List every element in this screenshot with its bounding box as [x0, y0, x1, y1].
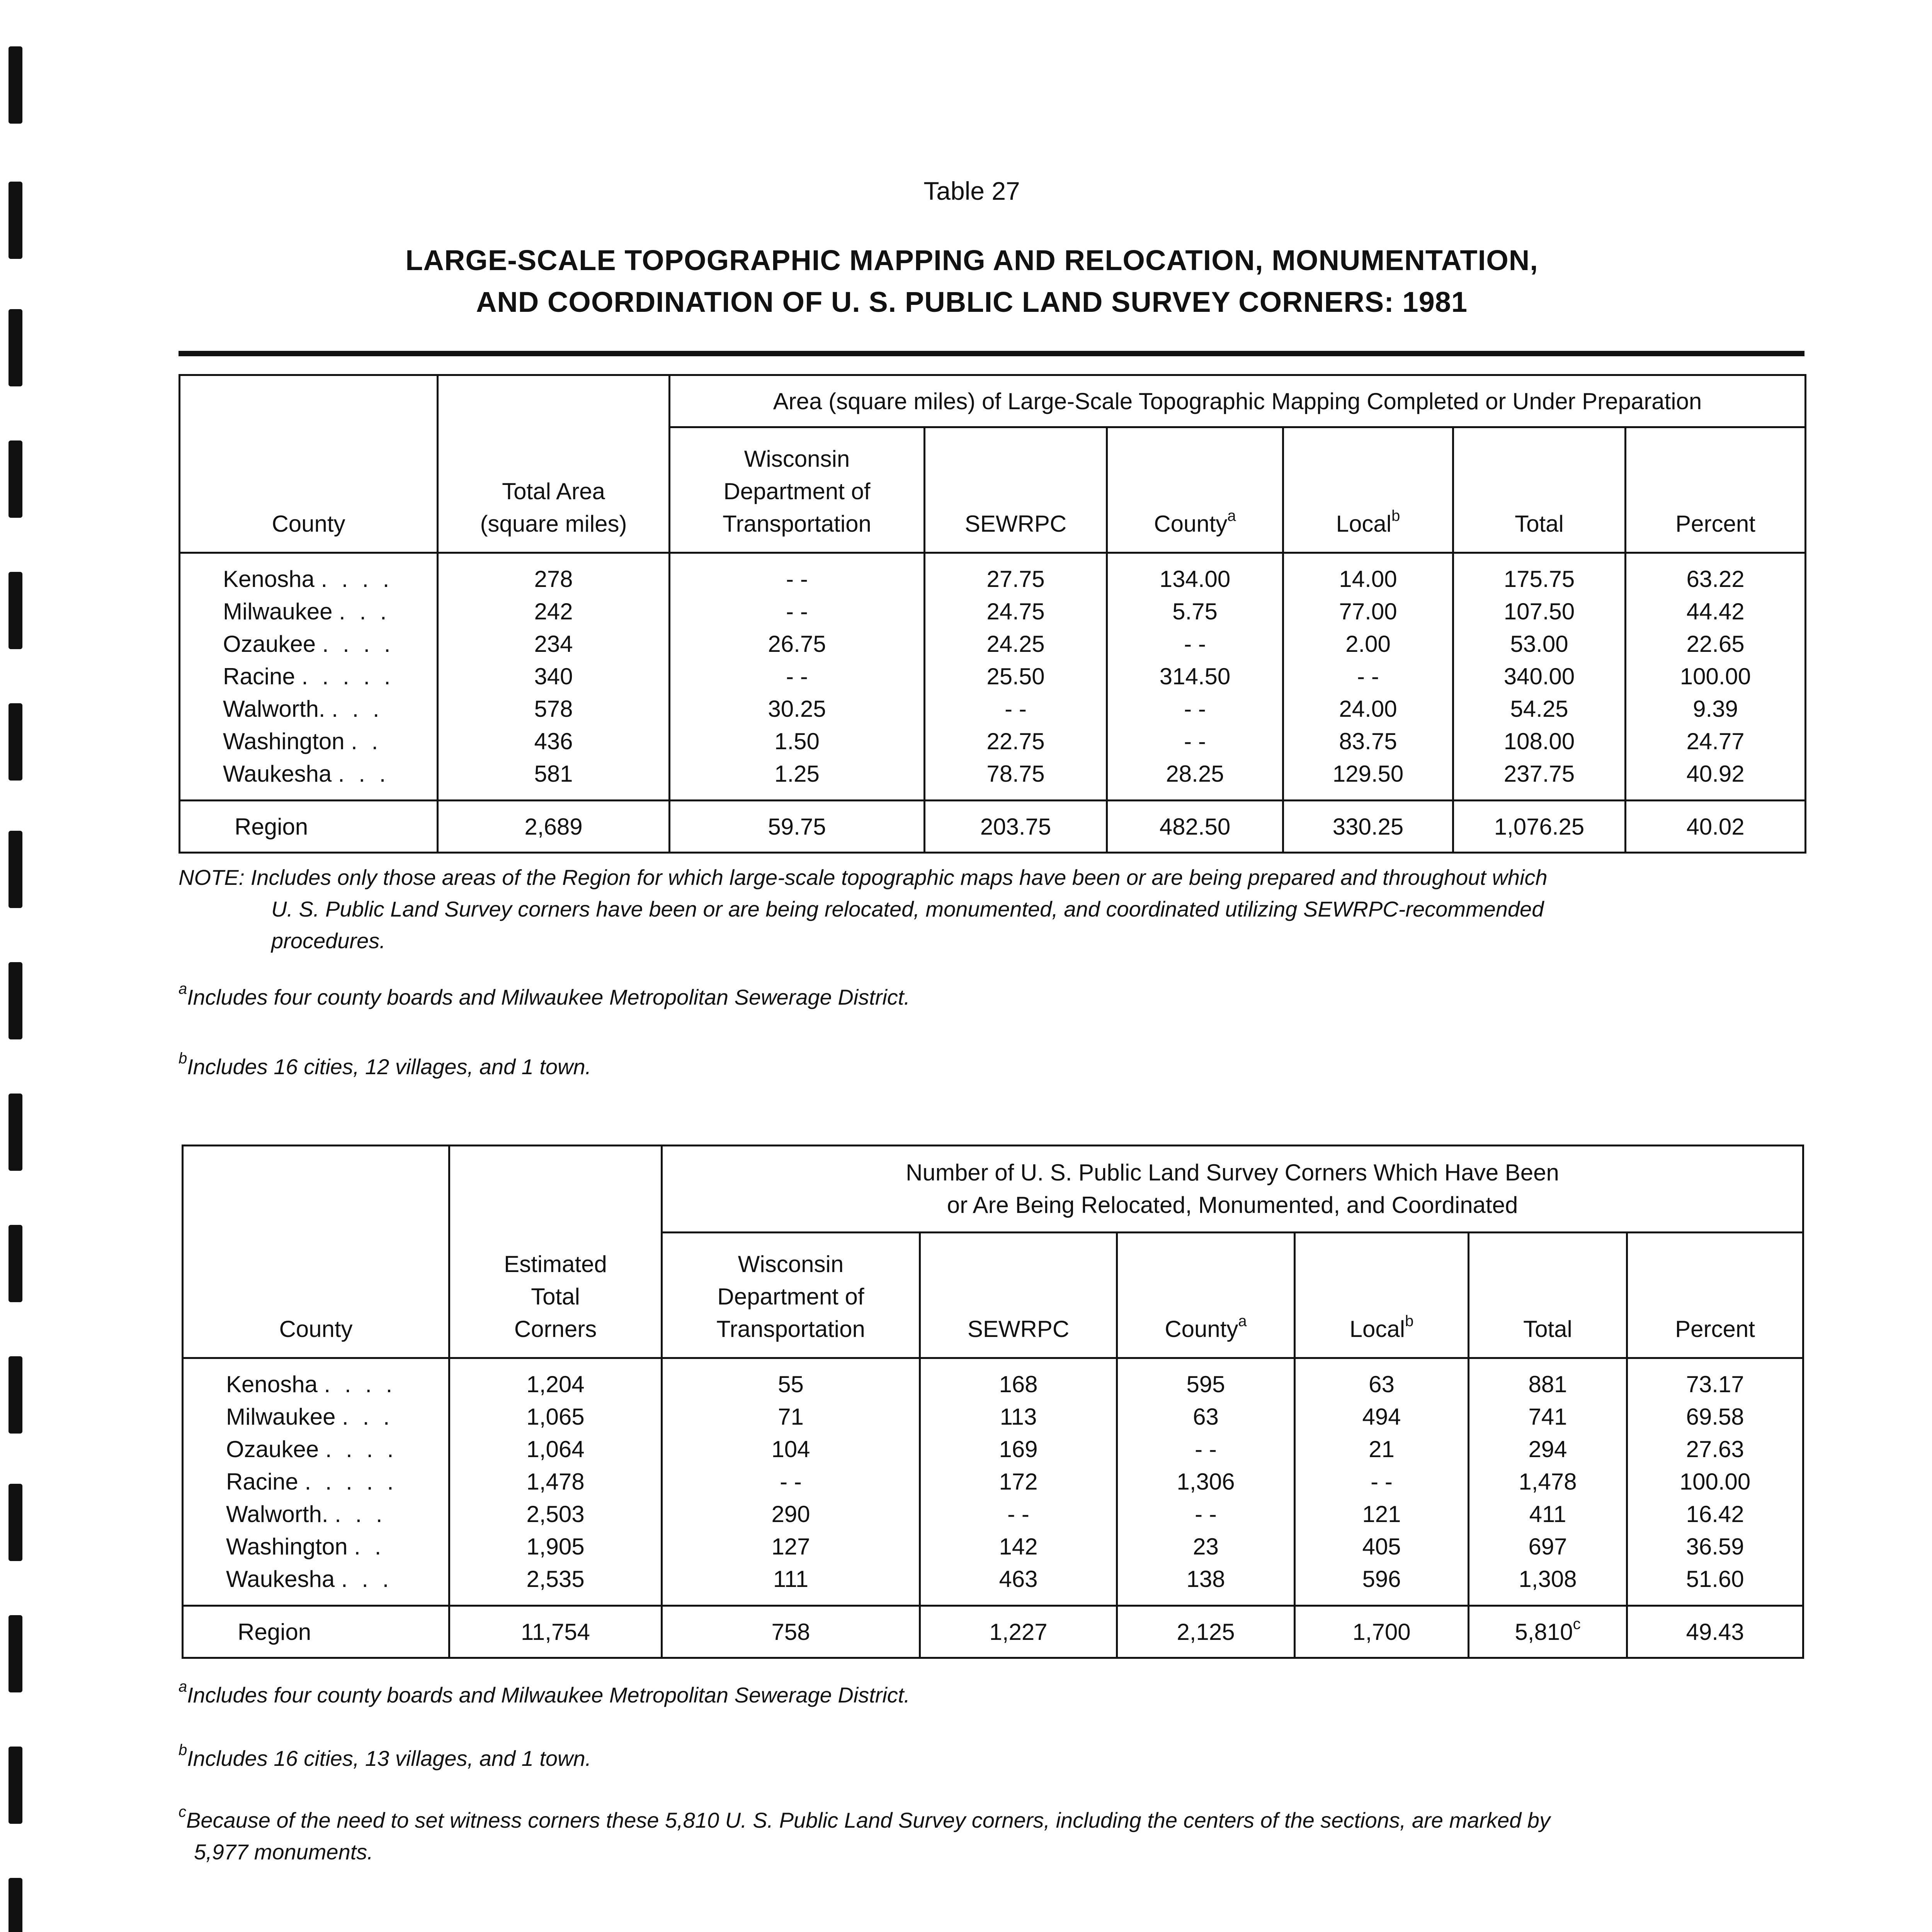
table2-footnote-a — [179, 1679, 1805, 1711]
local-cell: - - — [1283, 660, 1453, 693]
table2-footnote-b — [179, 1743, 1805, 1774]
table2-body — [183, 1358, 1803, 1658]
total-cell: 294 — [1469, 1433, 1627, 1466]
table1-footnote-b — [179, 1051, 1805, 1083]
percent-cell: 40.92 — [1626, 758, 1806, 801]
binder-mark — [9, 962, 22, 1039]
sewrpc-cell: 463 — [920, 1563, 1117, 1606]
county-value-cell: 482.50 — [1107, 801, 1283, 853]
table-row — [183, 1358, 1803, 1401]
col-total-area-line-1: Total Area — [502, 478, 605, 504]
col-local-label: Local — [1349, 1316, 1405, 1342]
footnote-b-text: Includes 16 cities, 13 villages, and 1 town. — [187, 1746, 592, 1770]
total-area-cell: 578 — [438, 693, 670, 725]
est-corners-cell: 1,905 — [449, 1531, 662, 1563]
county-value-cell: 1,306 — [1117, 1466, 1295, 1498]
percent-cell: 100.00 — [1627, 1466, 1803, 1498]
footnote-a-mark: a — [179, 980, 187, 997]
county-name: Racine — [223, 663, 295, 689]
col-total-header: Total — [1469, 1233, 1627, 1358]
sewrpc-cell: 27.75 — [925, 553, 1107, 596]
county-value-cell: 23 — [1117, 1531, 1295, 1563]
table-row — [183, 1401, 1803, 1433]
leader-dots: . . — [354, 1534, 385, 1560]
county-name: Waukesha — [226, 1566, 335, 1592]
footnote-b-text: Includes 16 cities, 12 villages, and 1 town. — [187, 1054, 592, 1079]
percent-cell: 100.00 — [1626, 660, 1806, 693]
local-cell: 63 — [1295, 1358, 1469, 1401]
footnote-b-mark: b — [179, 1742, 187, 1759]
col-local-header — [1283, 427, 1453, 553]
sewrpc-cell: 113 — [920, 1401, 1117, 1433]
col-total-area-line-2: (square miles) — [480, 511, 627, 537]
leader-dots: . . . . . — [301, 663, 395, 689]
col-wisdot-line-2: Department of — [723, 478, 871, 504]
note-text-2: U. S. Public Land Survey corners have been or are being relocated, monumented, and coordinated utilizing SEWRPC-recommended — [271, 897, 1544, 921]
binder-mark — [9, 1225, 22, 1302]
local-cell: 1,700 — [1295, 1606, 1469, 1658]
footnote-b-marker: b — [1405, 1313, 1414, 1330]
percent-cell: 49.43 — [1627, 1606, 1803, 1658]
percent-cell: 44.42 — [1626, 595, 1806, 628]
county-name: Milwaukee — [223, 599, 333, 624]
county-cell — [183, 1401, 449, 1433]
county-name: Walworth. — [223, 696, 325, 722]
local-cell: 14.00 — [1283, 553, 1453, 596]
percent-cell: 22.65 — [1626, 628, 1806, 660]
col-county-agency-header — [1107, 427, 1283, 553]
total-cell: 108.00 — [1453, 725, 1626, 758]
sewrpc-cell: 1,227 — [920, 1606, 1117, 1658]
total-cell: 340.00 — [1453, 660, 1626, 693]
leader-dots: . . . . — [322, 631, 395, 657]
wisdot-cell: 26.75 — [670, 628, 925, 660]
county-value-cell: - - — [1107, 693, 1283, 725]
percent-cell: 9.39 — [1626, 693, 1806, 725]
local-cell: 494 — [1295, 1401, 1469, 1433]
wisdot-cell: 104 — [662, 1433, 920, 1466]
total-cell: 1,308 — [1469, 1563, 1627, 1606]
est-corners-cell: 1,478 — [449, 1466, 662, 1498]
col-wisdot-header — [662, 1233, 920, 1358]
wisdot-cell: 1.25 — [670, 758, 925, 801]
percent-cell: 24.77 — [1626, 725, 1806, 758]
col-wisdot-line-3: Transportation — [716, 1316, 865, 1342]
col-percent-header: Percent — [1626, 427, 1806, 553]
county-cell — [180, 628, 438, 660]
table-row — [180, 595, 1806, 628]
total-cell: 411 — [1469, 1498, 1627, 1531]
col-local-label: Local — [1336, 511, 1392, 537]
local-cell: 121 — [1295, 1498, 1469, 1531]
col-county-header: County — [180, 375, 438, 553]
table-number: Table 27 — [923, 177, 1020, 205]
county-cell — [180, 660, 438, 693]
corners-group-header — [662, 1146, 1803, 1233]
table-row — [180, 660, 1806, 693]
leader-dots: . . . — [332, 696, 383, 722]
footnote-b-mark: b — [179, 1050, 187, 1067]
est-corners-cell: 11,754 — [449, 1606, 662, 1658]
local-cell: - - — [1295, 1466, 1469, 1498]
col-county-agency-label: County — [1165, 1316, 1238, 1342]
wisdot-cell: 30.25 — [670, 693, 925, 725]
local-cell: 129.50 — [1283, 758, 1453, 801]
binder-mark — [9, 831, 22, 908]
total-cell: 53.00 — [1453, 628, 1626, 660]
wisdot-cell: 127 — [662, 1531, 920, 1563]
binder-mark — [9, 1615, 22, 1692]
wisdot-cell: 111 — [662, 1563, 920, 1606]
sewrpc-cell: 22.75 — [925, 725, 1107, 758]
footnote-c-text-1: Because of the need to set witness corners these 5,810 U. S. Public Land Survey corners, including the centers of the sections, are marked by — [186, 1808, 1550, 1832]
total-cell: 237.75 — [1453, 758, 1626, 801]
region-label: Region — [183, 1606, 449, 1658]
col-est-corners-header — [449, 1146, 662, 1358]
table-row — [180, 553, 1806, 596]
sewrpc-cell: 24.75 — [925, 595, 1107, 628]
footnote-a-text: Includes four county boards and Milwaukee Metropolitan Sewerage District. — [187, 1683, 910, 1707]
table2-footnote-c — [179, 1804, 1805, 1868]
col-total-header: Total — [1453, 427, 1626, 553]
binder-mark — [9, 440, 22, 518]
binder-mark — [9, 1747, 22, 1824]
county-cell — [183, 1498, 449, 1531]
wisdot-cell: 290 — [662, 1498, 920, 1531]
leader-dots: . . . — [339, 599, 391, 624]
wisdot-cell: - - — [670, 595, 925, 628]
county-name: Milwaukee — [226, 1404, 336, 1430]
county-name: Racine — [226, 1469, 298, 1495]
title-line-2: AND COORDINATION OF U. S. PUBLIC LAND SURVEY CORNERS: 1981 — [476, 286, 1468, 318]
footnote-c-marker: c — [1573, 1615, 1581, 1633]
local-cell: 21 — [1295, 1433, 1469, 1466]
footnote-c-line-1 — [179, 1804, 1805, 1836]
col-percent-header: Percent — [1627, 1233, 1803, 1358]
table-row — [180, 693, 1806, 725]
wisdot-cell: 1.50 — [670, 725, 925, 758]
leader-dots: . . . — [338, 761, 390, 787]
total-cell: 697 — [1469, 1531, 1627, 1563]
footnote-a-text: Includes four county boards and Milwaukee Metropolitan Sewerage District. — [187, 985, 910, 1009]
total-cell: 54.25 — [1453, 693, 1626, 725]
total-area-cell: 242 — [438, 595, 670, 628]
sewrpc-cell: 169 — [920, 1433, 1117, 1466]
sewrpc-cell: 24.25 — [925, 628, 1107, 660]
wisdot-cell: - - — [670, 553, 925, 596]
leader-dots: . . . — [341, 1566, 393, 1592]
wisdot-cell: 758 — [662, 1606, 920, 1658]
total-cell — [1469, 1606, 1627, 1658]
binder-mark — [9, 1878, 22, 1932]
binder-mark — [9, 1484, 22, 1561]
table-row — [183, 1433, 1803, 1466]
col-total-area-header — [438, 375, 670, 553]
county-cell — [180, 758, 438, 801]
total-cell: 741 — [1469, 1401, 1627, 1433]
col-est-line-2: Total — [531, 1284, 580, 1310]
county-name: Ozaukee — [226, 1436, 319, 1462]
total-cell: 881 — [1469, 1358, 1627, 1401]
binder-mark — [9, 572, 22, 649]
col-local-header — [1295, 1233, 1469, 1358]
county-name: Walworth. — [226, 1501, 328, 1527]
note-text-3: procedures. — [271, 929, 386, 953]
county-name: Waukesha — [223, 761, 332, 787]
total-cell: 1,076.25 — [1453, 801, 1626, 853]
survey-corners-table — [182, 1145, 1804, 1659]
footnote-b-marker: b — [1391, 507, 1400, 524]
leader-dots: . . . — [342, 1404, 394, 1430]
county-name: Ozaukee — [223, 631, 316, 657]
footnote-a-marker: a — [1227, 507, 1236, 524]
group-header-line-1: Number of U. S. Public Land Survey Corners Which Have Been — [906, 1160, 1559, 1185]
region-label: Region — [180, 801, 438, 853]
binder-mark — [9, 703, 22, 781]
percent-cell: 69.58 — [1627, 1401, 1803, 1433]
footnote-a-mark: a — [179, 1678, 187, 1695]
county-value-cell: - - — [1117, 1433, 1295, 1466]
total-area-cell: 278 — [438, 553, 670, 596]
wisdot-cell: - - — [662, 1466, 920, 1498]
footnote-a-marker: a — [1238, 1313, 1247, 1330]
col-sewrpc-header: SEWRPC — [925, 427, 1107, 553]
percent-cell: 40.02 — [1626, 801, 1806, 853]
wisdot-cell: 59.75 — [670, 801, 925, 853]
sewrpc-cell: 203.75 — [925, 801, 1107, 853]
local-cell: 77.00 — [1283, 595, 1453, 628]
table1-footnote-a — [179, 981, 1805, 1013]
county-value-cell: 2,125 — [1117, 1606, 1295, 1658]
total-cell: 107.50 — [1453, 595, 1626, 628]
col-est-line-3: Corners — [514, 1316, 597, 1342]
col-sewrpc-header: SEWRPC — [920, 1233, 1117, 1358]
col-wisdot-line-3: Transportation — [723, 511, 871, 537]
sewrpc-cell: 142 — [920, 1531, 1117, 1563]
local-cell: 24.00 — [1283, 693, 1453, 725]
col-wisdot-header — [670, 427, 925, 553]
county-cell — [183, 1563, 449, 1606]
county-value-cell: 314.50 — [1107, 660, 1283, 693]
binder-mark — [9, 1356, 22, 1434]
region-total-value: 5,810 — [1515, 1619, 1573, 1645]
table-row — [180, 758, 1806, 801]
total-area-cell: 436 — [438, 725, 670, 758]
leader-dots: . . — [351, 728, 382, 754]
total-area-cell: 581 — [438, 758, 670, 801]
total-cell: 175.75 — [1453, 553, 1626, 596]
total-area-cell: 234 — [438, 628, 670, 660]
sewrpc-cell: 168 — [920, 1358, 1117, 1401]
title-rule — [179, 351, 1804, 356]
footnote-c-mark: c — [179, 1803, 186, 1820]
col-county-agency-label: County — [1154, 511, 1228, 537]
county-name: Washington — [223, 728, 345, 754]
est-corners-cell: 2,535 — [449, 1563, 662, 1606]
county-cell — [183, 1358, 449, 1401]
note-line-1 — [179, 862, 1805, 893]
col-county-header: County — [183, 1146, 449, 1358]
local-cell: 2.00 — [1283, 628, 1453, 660]
footnote-c-text-2: 5,977 monuments. — [194, 1840, 373, 1864]
wisdot-cell: 55 — [662, 1358, 920, 1401]
percent-cell: 27.63 — [1627, 1433, 1803, 1466]
county-name: Kenosha — [223, 566, 315, 592]
county-value-cell: 138 — [1117, 1563, 1295, 1606]
table-row — [183, 1531, 1803, 1563]
est-corners-cell: 1,064 — [449, 1433, 662, 1466]
county-cell — [180, 595, 438, 628]
page-title — [0, 240, 1932, 323]
percent-cell: 51.60 — [1627, 1563, 1803, 1606]
county-name: Kenosha — [226, 1371, 318, 1397]
note-text-1: Includes only those areas of the Region for which large-scale topographic maps have been or are being prepared and throughout which — [250, 865, 1548, 889]
leader-dots: . . . . — [325, 1436, 398, 1462]
leader-dots: . . . . — [324, 1371, 396, 1397]
percent-cell: 36.59 — [1627, 1531, 1803, 1563]
col-wisdot-line-2: Department of — [717, 1284, 864, 1310]
table-row — [180, 628, 1806, 660]
col-wisdot-line-1: Wisconsin — [738, 1251, 844, 1277]
county-cell — [183, 1531, 449, 1563]
region-total-row — [183, 1606, 1803, 1658]
col-est-line-1: Estimated — [504, 1251, 607, 1277]
leader-dots: . . . . — [321, 566, 393, 592]
est-corners-cell: 1,065 — [449, 1401, 662, 1433]
binder-mark — [9, 1094, 22, 1171]
sewrpc-cell: - - — [925, 693, 1107, 725]
county-value-cell: 134.00 — [1107, 553, 1283, 596]
county-cell — [183, 1466, 449, 1498]
sewrpc-cell: - - — [920, 1498, 1117, 1531]
total-cell: 1,478 — [1469, 1466, 1627, 1498]
county-cell — [180, 553, 438, 596]
percent-cell: 73.17 — [1627, 1358, 1803, 1401]
local-cell: 405 — [1295, 1531, 1469, 1563]
county-value-cell: 28.25 — [1107, 758, 1283, 801]
table-row — [183, 1498, 1803, 1531]
county-value-cell: 5.75 — [1107, 595, 1283, 628]
county-value-cell: - - — [1117, 1498, 1295, 1531]
mapping-area-table — [179, 374, 1806, 854]
county-value-cell: - - — [1107, 628, 1283, 660]
percent-cell: 63.22 — [1626, 553, 1806, 596]
group-header-line-2: or Are Being Relocated, Monumented, and Coordinated — [947, 1192, 1518, 1218]
note-label: NOTE: — [179, 865, 245, 889]
table-row — [183, 1563, 1803, 1606]
county-cell — [180, 693, 438, 725]
table1-note — [179, 862, 1805, 957]
total-area-cell: 2,689 — [438, 801, 670, 853]
county-value-cell: 63 — [1117, 1401, 1295, 1433]
county-cell — [180, 725, 438, 758]
county-value-cell: - - — [1107, 725, 1283, 758]
percent-cell: 16.42 — [1627, 1498, 1803, 1531]
binder-mark — [9, 46, 22, 124]
col-wisdot-line-1: Wisconsin — [744, 446, 850, 472]
region-total-row — [180, 801, 1806, 853]
wisdot-cell: - - — [670, 660, 925, 693]
sewrpc-cell: 172 — [920, 1466, 1117, 1498]
local-cell: 330.25 — [1283, 801, 1453, 853]
col-county-agency-header — [1117, 1233, 1295, 1358]
county-value-cell: 595 — [1117, 1358, 1295, 1401]
area-group-header: Area (square miles) of Large-Scale Topographic Mapping Completed or Under Preparation — [670, 375, 1806, 427]
est-corners-cell: 2,503 — [449, 1498, 662, 1531]
wisdot-cell: 71 — [662, 1401, 920, 1433]
local-cell: 596 — [1295, 1563, 1469, 1606]
title-line-1: LARGE-SCALE TOPOGRAPHIC MAPPING AND RELOCATION, MONUMENTATION, — [405, 244, 1538, 276]
total-area-cell: 340 — [438, 660, 670, 693]
sewrpc-cell: 25.50 — [925, 660, 1107, 693]
sewrpc-cell: 78.75 — [925, 758, 1107, 801]
leader-dots: . . . . . — [304, 1469, 398, 1495]
table-row — [180, 725, 1806, 758]
table-row — [183, 1466, 1803, 1498]
leader-dots: . . . — [335, 1501, 386, 1527]
local-cell: 83.75 — [1283, 725, 1453, 758]
county-name: Washington — [226, 1534, 348, 1560]
est-corners-cell: 1,204 — [449, 1358, 662, 1401]
table1-body — [180, 553, 1806, 853]
county-cell — [183, 1433, 449, 1466]
